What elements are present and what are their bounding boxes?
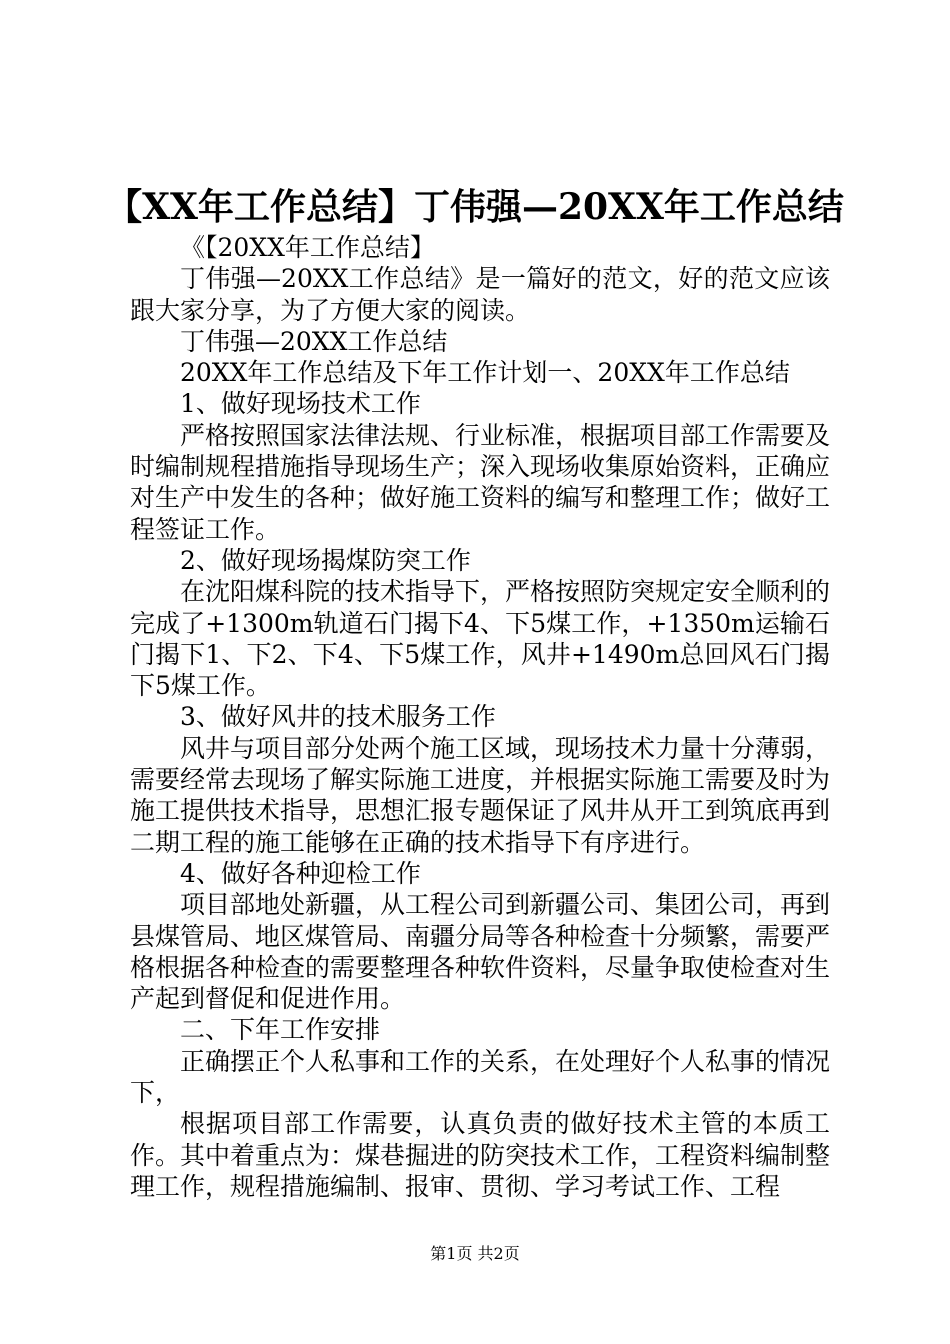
paragraph: 根据项目部工作需要，认真负责的做好技术主管的本质工作。其中着重点为：煤巷掘进的防突技术工作，工程资料编制整理工作，规程措施编制、报审、贯彻、学习考试工作、工程 [130,1109,831,1201]
document-body [130,232,830,1202]
section-heading: 4、做好各种迎检工作 [180,858,421,888]
paragraph: 在沈阳煤科院的技术指导下，严格按照防突规定安全顺利的完成了+1300m轨道石门揭下4、下5煤工作，+1350m运输石门揭下1、下2、下4、下5煤工作，风井+1490m总回风石门揭下5煤工作。 [130,577,831,701]
section-heading: 3、做好风井的技术服务工作 [180,702,496,732]
paragraph: 《【20XX年工作总结】 [180,233,435,262]
paragraph: 20XX年工作总结及下年工作计划一、20XX年工作总结 [180,358,790,388]
section-heading: 二、下年工作安排 [180,1015,381,1045]
paragraph: 丁伟强—20XX工作总结》是一篇好的范文，好的范文应该跟大家分享，为了方便大家的阅读。 [130,264,830,325]
section-heading: 1、做好现场技术工作 [180,389,421,419]
paragraph: 正确摆正个人私事和工作的关系，在处理好个人私事的情况下， [130,1046,831,1108]
page-footer: 第1页 共2页 [430,1244,520,1263]
document-title: 【XX年工作总结】丁伟强—20XX年工作总结 [106,186,844,228]
paragraph: 项目部地处新疆，从工程公司到新疆公司、集团公司，再到县煤管局、地区煤管局、南疆分局等各种检查十分频繁，需要严格根据各种检查的需要整理各种软件资料，尽量争取使检查对生产起到督促和促进作用。 [130,890,831,1014]
paragraph: 丁伟强—20XX工作总结 [180,326,448,356]
paragraph: 严格按照国家法律法规、行业标准，根据项目部工作需要及时编制规程措施指导现场生产；深入现场收集原始资料，正确应对生产中发生的各种；做好施工资料的编写和整理工作；做好工程签证工作。 [130,420,831,544]
paragraph: 风井与项目部分处两个施工区域，现场技术力量十分薄弱，需要经常去现场了解实际施工进度，并根据实际施工需要及时为施工提供技术指导，思想汇报专题保证了风井从开工到筑底再到二期工程的施工能够在正确的技术指导下有序进行。 [130,733,831,857]
section-heading: 2、做好现场揭煤防突工作 [180,545,471,575]
